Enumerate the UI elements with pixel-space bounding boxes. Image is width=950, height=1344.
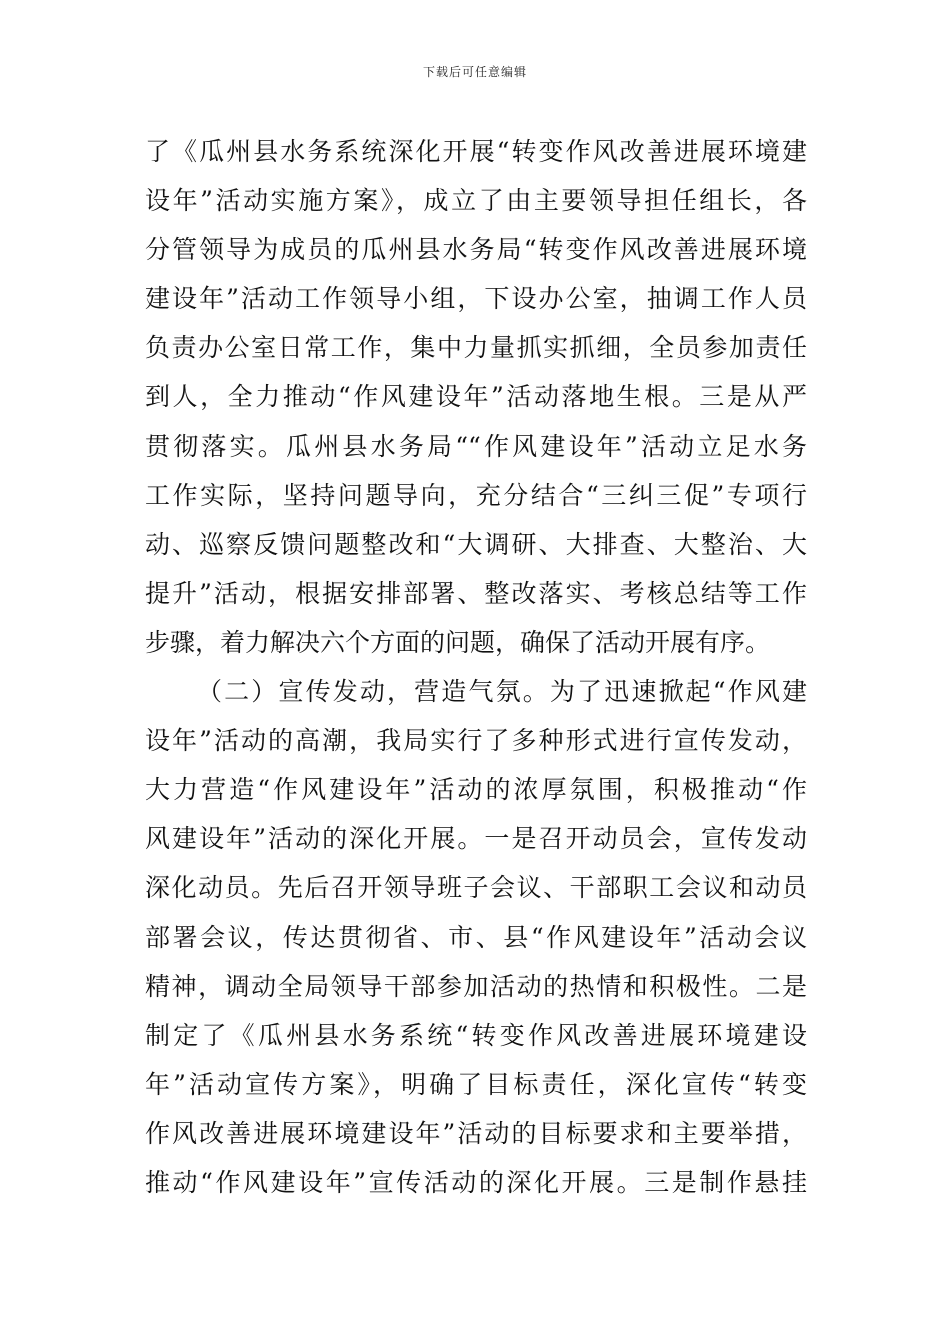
text-line: 工作实际，坚持问题导向，充分结合“三纠三促”专项行 (145, 480, 807, 510)
text-line: 建设年”活动工作领导小组，下设办公室，抽调工作人员 (145, 284, 807, 314)
text-line: 提升”活动，根据安排部署、整改落实、考核总结等工作 (145, 578, 807, 608)
text-line: 制定了《瓜州县水务系统“转变作风改善进展环境建设 (145, 1020, 807, 1050)
text-line: 设年”活动的高潮，我局实行了多种形式进行宣传发动， (145, 726, 807, 756)
text-line: 设年”活动实施方案》，成立了由主要领导担任组长，各 (145, 186, 807, 216)
text-line: 年”活动宣传方案》，明确了目标责任，深化宣传“转变 (145, 1069, 807, 1099)
paragraph-heading-line: （二）宣传发动，营造气氛。为了迅速掀起“作风建 (197, 677, 807, 707)
text-line: 推动“作风建设年”宣传活动的深化开展。三是制作悬挂 (145, 1167, 807, 1197)
page-header: 下载后可任意编辑 (422, 65, 527, 79)
text-line: 作风改善进展环境建设年”活动的目标要求和主要举措， (145, 1118, 807, 1148)
text-line: 了《瓜州县水务系统深化开展“转变作风改善进展环境建 (145, 137, 807, 166)
text-line: 步骤，着力解决六个方面的问题，确保了活动开展有序。 (145, 627, 771, 657)
text-line: 精神，调动全局领导干部参加活动的热情和积极性。二是 (145, 971, 807, 1001)
text-line: 部署会议，传达贯彻省、市、县“作风建设年”活动会议 (145, 922, 807, 952)
text-line: 深化动员。先后召开领导班子会议、干部职工会议和动员 (145, 873, 807, 903)
text-line: 风建设年”活动的深化开展。一是召开动员会，宣传发动 (145, 824, 807, 854)
text-line: 到人，全力推动“作风建设年”活动落地生根。三是从严 (145, 382, 807, 412)
text-line: 贯彻落实。瓜州县水务局““作风建设年”活动立足水务 (145, 431, 807, 461)
text-line: 动、巡察反馈问题整改和“大调研、大排查、大整治、大 (145, 529, 807, 559)
text-line: 大力营造“作风建设年”活动的浓厚氛围，积极推动“作 (145, 775, 807, 805)
document-body (145, 127, 807, 1207)
text-line: 分管领导为成员的瓜州县水务局“转变作风改善进展环境 (145, 235, 807, 265)
text-line: 负责办公室日常工作，集中力量抓实抓细，全员参加责任 (145, 333, 807, 363)
